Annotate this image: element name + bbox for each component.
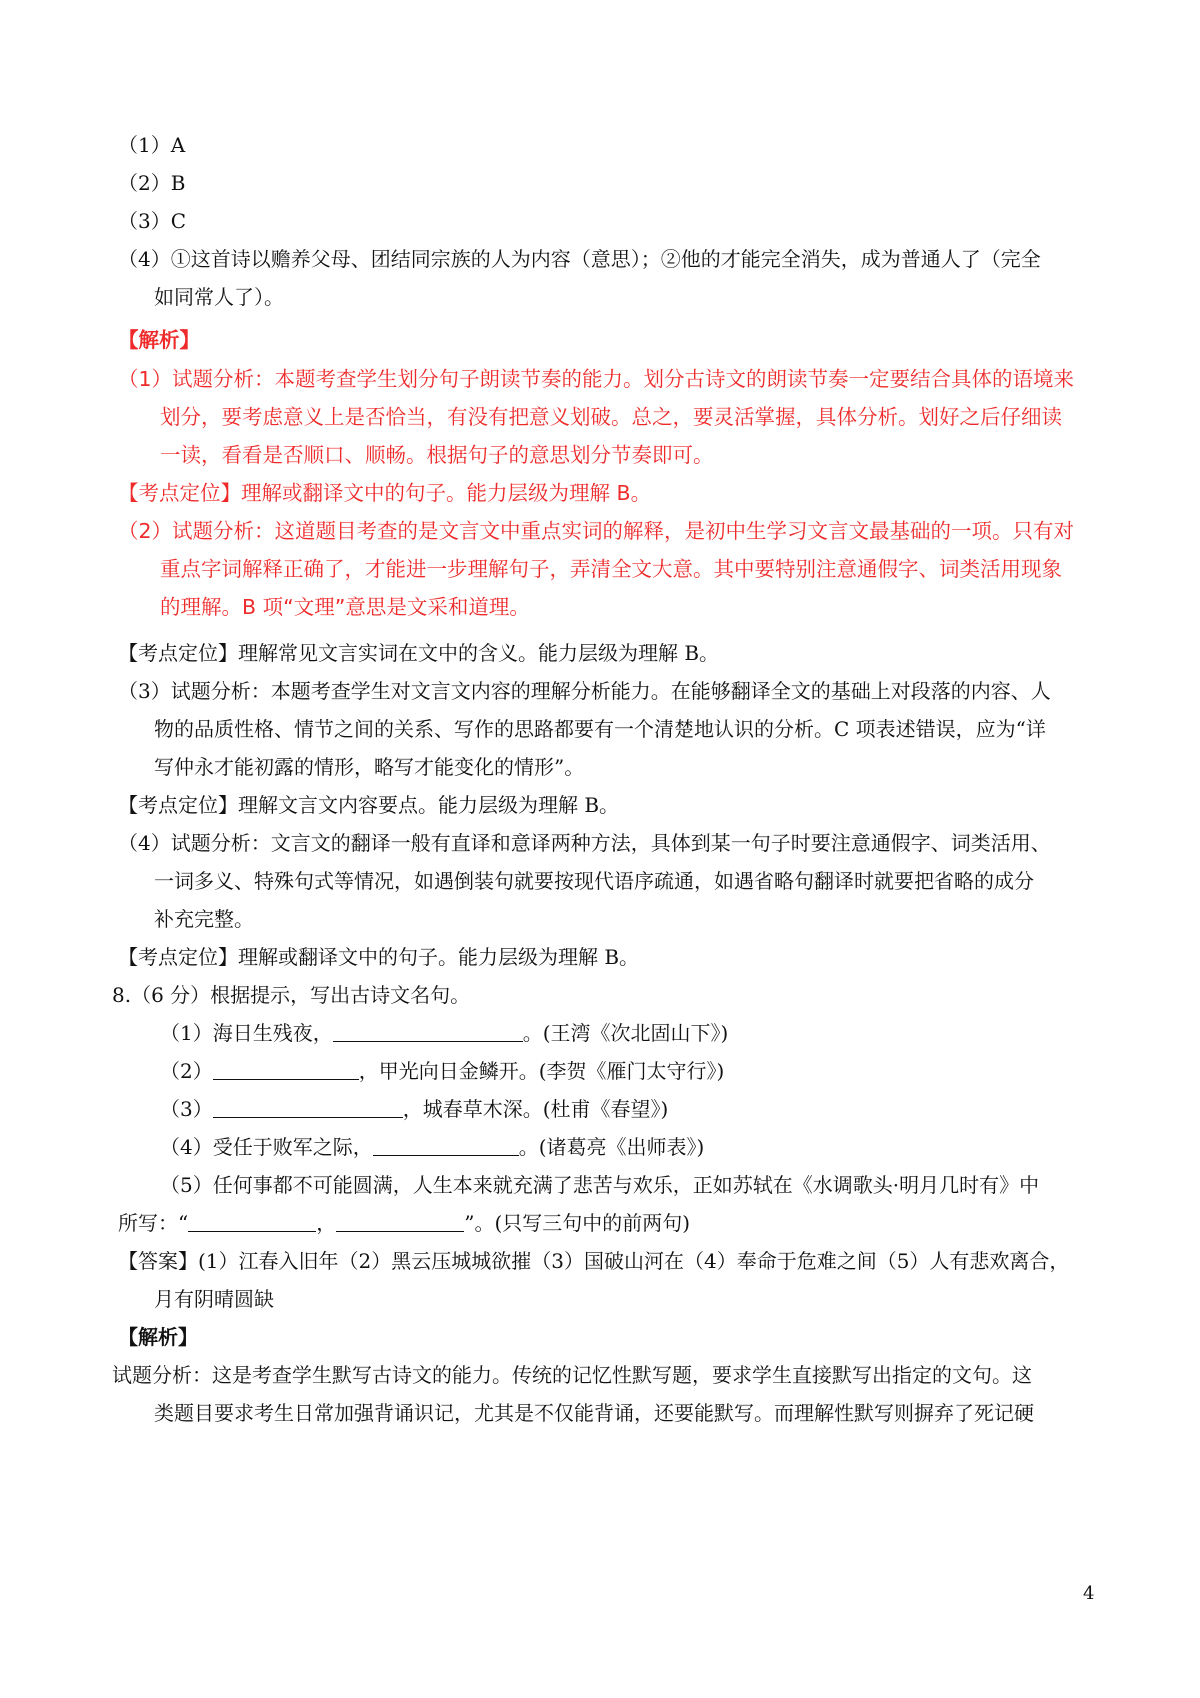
q8-item-5-pre: 所写：“ [118, 1211, 189, 1235]
q8-item-5-line-2 [118, 1211, 1104, 1235]
q8-item-1-post: 。(王湾《次北固山下》) [522, 1021, 729, 1045]
key-point-4: 【考点定位】理解或翻译文中的句子。能力层级为理解 B。 [118, 945, 640, 969]
q8-item-5-post: ”。(只写三句中的前两句) [464, 1211, 691, 1235]
analysis-heading-red: 【解析】 [118, 328, 200, 352]
q8-item-5-mid: ， [316, 1211, 337, 1235]
question-8-stem: 8.（6 分）根据提示，写出古诗文名句。 [112, 983, 471, 1007]
answer-4-line-2: 如同常人了）。 [154, 285, 284, 309]
q8-answer-line-2: 月有阴晴圆缺 [154, 1287, 274, 1311]
analysis-4-line-3: 补充完整。 [154, 907, 254, 931]
key-point-1: 【考点定位】理解或翻译文中的句子。能力层级为理解 B。 [118, 481, 652, 505]
page-number: 4 [1083, 1583, 1095, 1604]
analysis-2-line-2: 重点字词解释正确了，才能进一步理解句子，弄清全文大意。其中要特别注意通假字、词类活用现象 [160, 557, 1062, 581]
q8-item-4-post: 。(诸葛亮《出师表》) [518, 1135, 705, 1159]
q8-item-4 [160, 1135, 1104, 1159]
q8-item-2-blank[interactable] [213, 1059, 359, 1080]
analysis-3-line-2: 物的品质性格、情节之间的关系、写作的思路都要有一个清楚地认识的分析。C 项表述错误，应为“详 [154, 717, 1046, 741]
q8-item-5-blank-1[interactable] [188, 1211, 316, 1232]
q8-item-3-blank[interactable] [213, 1097, 403, 1118]
analysis-4-line-1: （4）试题分析：文言文的翻译一般有直译和意译两种方法，具体到某一句子时要注意通假字、词类活用、 [118, 831, 1051, 855]
q8-analysis-line-2: 类题目要求考生日常加强背诵识记，尤其是不仅能背诵，还要能默写。而理解性默写则摒弃了死记硬 [154, 1401, 1034, 1425]
analysis-1-line-1: （1）试题分析：本题考查学生划分句子朗读节奏的能力。划分古诗文的朗读节奏一定要结合具体的语境来 [118, 367, 1075, 391]
q8-item-5-blank-2[interactable] [336, 1211, 464, 1232]
q8-item-2-post: ，甲光向日金鳞开。(李贺《雁门太守行》) [358, 1059, 725, 1083]
q8-item-4-blank[interactable] [373, 1135, 519, 1156]
q8-item-1-blank[interactable] [333, 1021, 523, 1042]
q8-item-1-pre: （1）海日生残夜， [160, 1021, 333, 1045]
analysis-2-line-1: （2）试题分析：这道题目考查的是文言文中重点实词的解释，是初中生学习文言文最基础的一项。只有对 [118, 519, 1075, 543]
analysis-1-line-3: 一读，看看是否顺口、顺畅。根据句子的意思划分节奏即可。 [160, 443, 714, 467]
answer-2: （2）B [118, 171, 186, 195]
q8-answer-line-1: 【答案】(1）江春入旧年（2）黑云压城城欲摧（3）国破山河在（4）奉命于危难之间（5）人有悲欢离合， [118, 1249, 1070, 1273]
answer-1: （1）A [118, 133, 186, 157]
analysis-3-line-3: 写仲永才能初露的情形，略写才能变化的情形”。 [154, 755, 585, 779]
answer-4-line-1: （4）①这首诗以赡养父母、团结同宗族的人为内容（意思）；②他的才能完全消失，成为普通人了（完全 [118, 247, 1041, 271]
analysis-1-line-2: 划分，要考虑意义上是否恰当，有没有把意义划破。总之，要灵活掌握，具体分析。划好之后仔细读 [160, 405, 1062, 429]
q8-analysis-line-1: 试题分析：这是考查学生默写古诗文的能力。传统的记忆性默写题，要求学生直接默写出指定的文句。这 [112, 1363, 1032, 1387]
answer-3: （3）C [118, 209, 187, 233]
key-point-3: 【考点定位】理解文言文内容要点。能力层级为理解 B。 [118, 793, 620, 817]
analysis-4-line-2: 一词多义、特殊句式等情况，如遇倒装句就要按现代语序疏通，如遇省略句翻译时就要把省略的成分 [154, 869, 1034, 893]
q8-item-4-pre: （4）受任于败军之际， [160, 1135, 373, 1159]
analysis-2-line-3: 的理解。B 项“文理”意思是文采和道理。 [160, 595, 530, 619]
q8-item-1 [160, 1021, 1104, 1045]
q8-item-2 [160, 1059, 1104, 1083]
key-point-2: 【考点定位】理解常见文言实词在文中的含义。能力层级为理解 B。 [118, 641, 720, 665]
q8-item-3-pre: （3） [160, 1097, 213, 1121]
q8-item-3-post: ，城春草木深。(杜甫《春望》) [402, 1097, 669, 1121]
q8-item-2-pre: （2） [160, 1059, 213, 1083]
q8-item-5-line-1: （5）任何事都不可能圆满，人生本来就充满了悲苦与欢乐，正如苏轼在《水调歌头·明月几时有》中 [160, 1173, 1040, 1197]
q8-item-3 [160, 1097, 1104, 1121]
q8-analysis-heading: 【解析】 [118, 1325, 198, 1349]
analysis-3-line-1: （3）试题分析：本题考查学生对文言文内容的理解分析能力。在能够翻译全文的基础上对段落的内容、人 [118, 679, 1051, 703]
